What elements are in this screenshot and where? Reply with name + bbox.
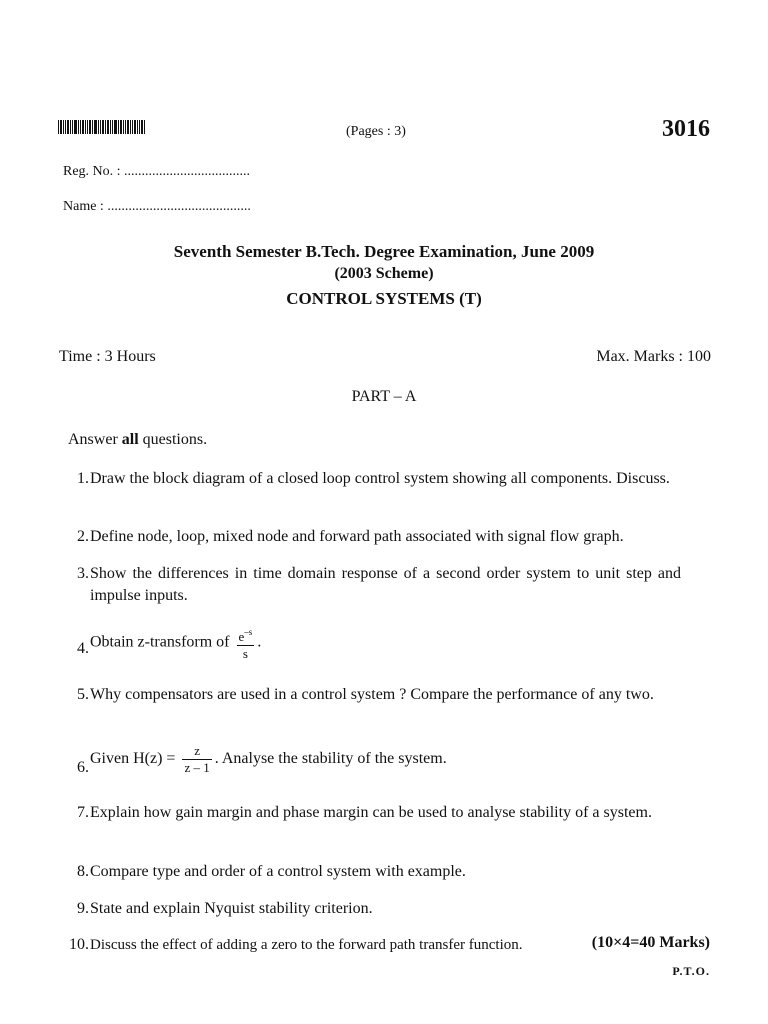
reg-no-field: Reg. No. : .................................... xyxy=(63,164,251,179)
time-limit: Time : 3 Hours xyxy=(59,348,156,365)
question-pre: Given H(z) = xyxy=(90,750,180,768)
instruction-post: questions. xyxy=(138,431,208,448)
question-post: . Analyse the stability of the system. xyxy=(214,750,447,768)
question-number: 3. xyxy=(77,565,89,582)
paper-code: 3016 xyxy=(662,116,710,142)
question-number: 4. xyxy=(77,640,89,657)
instruction-pre: Answer xyxy=(68,431,122,448)
question-number: 2. xyxy=(77,528,89,545)
pto-note: P.T.O. xyxy=(672,964,710,978)
question-number: 8. xyxy=(77,863,89,880)
max-marks: Max. Marks : 100 xyxy=(596,348,711,365)
question-text xyxy=(90,624,681,662)
question-10 xyxy=(56,934,576,956)
exam-title: Seventh Semester B.Tech. Degree Examination, June 2009 xyxy=(173,242,595,261)
fraction-numerator: z xyxy=(182,743,211,760)
question-text: Show the differences in time domain response of a second order system to unit step and impulse inputs. xyxy=(90,565,681,604)
page-count: (Pages : 3) xyxy=(346,124,406,139)
numerator-exponent: –s xyxy=(244,627,253,637)
question-1 xyxy=(56,468,681,490)
question-4 xyxy=(56,624,681,662)
fraction-denominator: s xyxy=(242,646,248,661)
question-text: Explain how gain margin and phase margin can be used to analyse stability of a system. xyxy=(90,804,652,821)
question-number: 7. xyxy=(77,804,89,821)
subject: CONTROL SYSTEMS (T) xyxy=(286,289,482,308)
question-text: Discuss the effect of adding a zero to the forward path transfer function. xyxy=(90,937,523,953)
question-number: 6. xyxy=(77,759,89,776)
question-text: Compare type and order of a control system with example. xyxy=(90,863,466,880)
fraction-numerator xyxy=(237,624,255,646)
name-field: Name : ......................................... xyxy=(63,199,251,214)
question-text xyxy=(90,743,681,779)
question-6 xyxy=(56,743,681,779)
fraction xyxy=(237,624,255,662)
part-heading: PART – A xyxy=(351,388,417,405)
instruction-bold: all xyxy=(121,431,139,448)
barcode xyxy=(58,120,146,134)
question-pre: Obtain z-transform of xyxy=(90,633,234,651)
question-post: . xyxy=(257,633,262,651)
question-number: 5. xyxy=(77,686,89,703)
question-7 xyxy=(56,802,681,824)
question-3 xyxy=(56,563,681,607)
numerator-base: e xyxy=(238,629,245,644)
scheme: (2003 Scheme) xyxy=(334,265,434,282)
question-2 xyxy=(56,526,681,548)
question-text: Define node, loop, mixed node and forward path associated with signal flow graph. xyxy=(90,528,624,545)
question-text: Why compensators are used in a control system ? Compare the performance of any two. xyxy=(90,686,654,703)
marks-allocation: (10×4=40 Marks) xyxy=(591,934,710,951)
fraction-denominator: z – 1 xyxy=(184,760,210,775)
fraction xyxy=(182,743,211,776)
question-5 xyxy=(56,684,681,706)
question-8 xyxy=(56,861,681,883)
question-text: State and explain Nyquist stability criterion. xyxy=(90,900,373,917)
question-text: Draw the block diagram of a closed loop control system showing all components. Discuss. xyxy=(90,470,670,487)
instruction xyxy=(68,431,207,449)
question-9 xyxy=(56,898,681,920)
question-number: 10. xyxy=(69,936,89,953)
question-number: 1. xyxy=(77,470,89,487)
question-number: 9. xyxy=(77,900,89,917)
